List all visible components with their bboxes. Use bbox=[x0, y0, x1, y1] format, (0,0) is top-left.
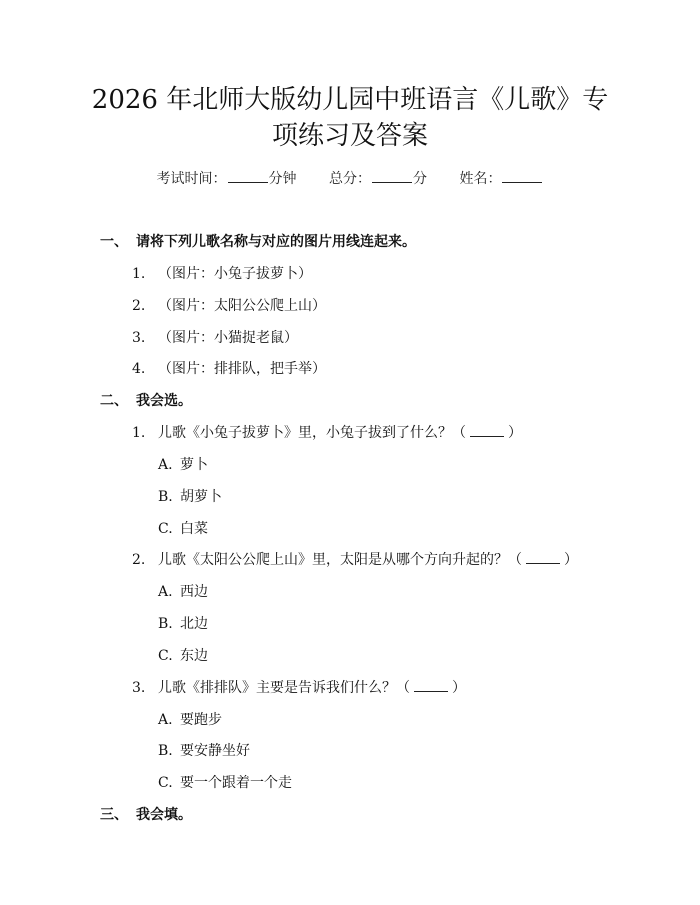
option-letter: A. bbox=[158, 457, 173, 473]
answer-blank[interactable] bbox=[526, 551, 560, 564]
match-item bbox=[132, 327, 298, 347]
option-b[interactable] bbox=[158, 486, 222, 506]
option-letter: B. bbox=[158, 489, 173, 505]
match-item bbox=[132, 358, 326, 378]
option-letter: A. bbox=[158, 712, 173, 728]
option-letter: A. bbox=[158, 584, 173, 600]
time-blank[interactable] bbox=[228, 170, 268, 183]
match-item bbox=[132, 263, 312, 283]
option-c[interactable] bbox=[158, 518, 208, 538]
item-text: （图片：排排队，把手举） bbox=[158, 361, 326, 377]
option-b[interactable] bbox=[158, 740, 250, 760]
option-b[interactable] bbox=[158, 613, 208, 633]
score-blank[interactable] bbox=[372, 170, 412, 183]
section-1-heading bbox=[100, 231, 416, 251]
question-text: 儿歌《小兔子拔萝卜》里，小兔子拔到了什么？（ bbox=[158, 425, 466, 441]
name-blank[interactable] bbox=[502, 170, 542, 183]
question-close: ） bbox=[508, 425, 522, 441]
item-text: （图片：小兔子拔萝卜） bbox=[158, 266, 312, 282]
score-label: 总分： bbox=[329, 171, 371, 187]
item-number: 2. bbox=[132, 298, 146, 314]
option-text: 北边 bbox=[180, 616, 208, 632]
item-number: 4. bbox=[132, 361, 146, 377]
option-letter: B. bbox=[158, 743, 173, 759]
item-text: （图片：小猫捉老鼠） bbox=[158, 330, 298, 346]
option-c[interactable] bbox=[158, 645, 208, 665]
question-number: 1. bbox=[132, 425, 146, 441]
score-unit: 分 bbox=[413, 171, 427, 187]
option-text: 西边 bbox=[180, 584, 208, 600]
item-number: 1. bbox=[132, 266, 146, 282]
question-stem bbox=[132, 422, 522, 442]
answer-blank[interactable] bbox=[470, 424, 504, 437]
option-text: 白菜 bbox=[180, 521, 208, 537]
section-number: 一、 bbox=[100, 234, 128, 250]
question-number: 2. bbox=[132, 552, 146, 568]
answer-blank[interactable] bbox=[414, 679, 448, 692]
page-title-line-2: 项练习及答案 bbox=[271, 121, 428, 151]
section-title: 请将下列儿歌名称与对应的图片用线连起来。 bbox=[136, 234, 416, 250]
section-title: 我会选。 bbox=[136, 393, 192, 409]
option-a[interactable] bbox=[158, 454, 208, 474]
item-text: （图片：太阳公公爬上山） bbox=[158, 298, 326, 314]
match-item bbox=[132, 295, 326, 315]
question-stem bbox=[132, 549, 578, 569]
option-letter: B. bbox=[158, 616, 173, 632]
section-number: 三、 bbox=[100, 807, 128, 823]
option-text: 要跑步 bbox=[180, 712, 222, 728]
question-number: 3. bbox=[132, 680, 146, 696]
option-text: 要一个跟着一个走 bbox=[180, 775, 292, 791]
question-close: ） bbox=[564, 552, 578, 568]
option-c[interactable] bbox=[158, 772, 292, 792]
option-text: 胡萝卜 bbox=[180, 489, 222, 505]
score-field bbox=[329, 171, 427, 187]
option-letter: C. bbox=[158, 521, 173, 537]
name-label: 姓名： bbox=[459, 171, 502, 187]
section-number: 二、 bbox=[100, 393, 128, 409]
name-field bbox=[459, 171, 543, 187]
option-text: 东边 bbox=[180, 648, 208, 664]
item-number: 3. bbox=[132, 330, 146, 346]
option-letter: C. bbox=[158, 648, 173, 664]
option-a[interactable] bbox=[158, 709, 222, 729]
section-3-heading bbox=[100, 804, 192, 824]
section-title: 我会填。 bbox=[136, 807, 192, 823]
section-2-heading bbox=[100, 390, 192, 410]
question-close: ） bbox=[452, 680, 466, 696]
time-label: 考试时间： bbox=[156, 171, 227, 187]
time-field bbox=[157, 171, 297, 187]
option-a[interactable] bbox=[158, 581, 208, 601]
page-title-line-1: 2026 年北师大版幼儿园中班语言《儿歌》专 bbox=[91, 85, 609, 115]
question-text: 儿歌《太阳公公爬上山》里，太阳是从哪个方向升起的？（ bbox=[158, 552, 522, 568]
option-letter: C. bbox=[158, 775, 173, 791]
question-stem bbox=[132, 677, 466, 697]
time-unit: 分钟 bbox=[268, 171, 297, 187]
exam-meta bbox=[0, 168, 700, 188]
option-text: 萝卜 bbox=[180, 457, 208, 473]
option-text: 要安静坐好 bbox=[180, 743, 250, 759]
question-text: 儿歌《排排队》主要是告诉我们什么？（ bbox=[158, 680, 410, 696]
